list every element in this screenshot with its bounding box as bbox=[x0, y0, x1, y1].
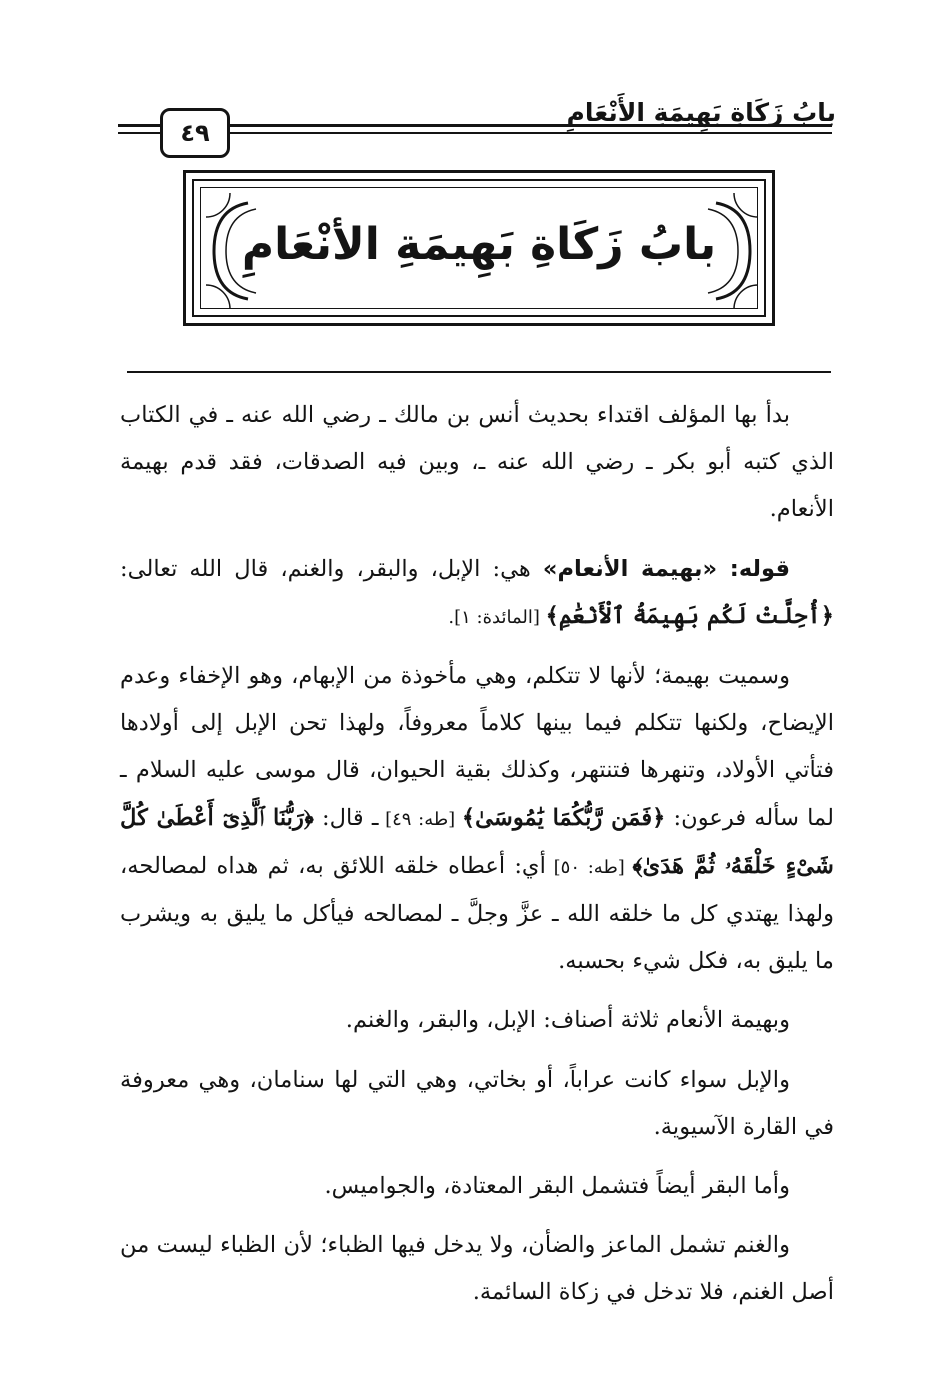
paragraph-2: قوله: «بهيمة الأنعام» هي: الإبل، والبقر، والغنم، قال الله تعالى: ﴿أُحِلَّتْ لَكُم بَهِيمَةُ ٱلْأَنْعَٰمِ﴾ [المائدة: ١]. bbox=[120, 555, 834, 629]
quran-verse: ﴿رَبُّنَا ٱلَّذِىٓ أَعْطَىٰ كُلَّ شَىْءٍ خَلْقَهُۥ ثُمَّ هَدَىٰ﴾ bbox=[120, 804, 834, 879]
body-text bbox=[120, 392, 834, 1317]
paragraph-1: بدأ بها المؤلف اقتداء بحديث أنس بن مالك ـ رضي الله عنه ـ في الكتاب الذي كتبه أبو بكر ـ رضي الله عنه ـ، وبين فيه الصدقات، فقد قدم بهيمة الأنعام. bbox=[120, 402, 834, 523]
paragraph-3: وسميت بهيمة؛ لأنها لا تتكلم، وهي مأخوذة من الإبهام، وهو الإخفاء وعدم الإيضاح، ولكنها تتكلم فيما بينها كلاماً معروفاً، ولهذا تحن الإبل إلى أولادها فتأتي الأولاد، وتنهرها فتنتهر، وكذلك بقية الحيوان، قال موسى عليه السلام ـ لما سأله فرعون: ﴿فَمَن رَّبُّكُمَا يَٰمُوسَىٰ﴾ [طه: ٤٩] ـ قال: ﴿رَبُّنَا ٱلَّذِىٓ أَعْطَىٰ كُلَّ شَىْءٍ خَلْقَهُۥ ثُمَّ هَدَىٰ﴾ [طه: ٥٠] أي: أعطاه خلقه اللائق به، ثم هداه لمصالحه، ولهذا يهتدي كل ما خلقه الله ـ عزَّ وجلَّ ـ لمصالحه فيأكل ما يليق به ويشرب ما يليق به، فكل شيء بحسبه. bbox=[120, 663, 835, 975]
header-rule-right bbox=[230, 124, 832, 127]
verse-reference: [طه: ٤٩] bbox=[378, 808, 462, 830]
chapter-title-frame bbox=[183, 170, 775, 326]
quran-verse: ﴿فَمَن رَّبُّكُمَا يَٰمُوسَىٰ﴾ bbox=[461, 804, 666, 831]
chapter-title: بابُ زَكَاةِ بَهِيمَةِ الأنْعَامِ bbox=[241, 219, 717, 270]
paragraph-5: والإبل سواء كانت عراباً، أو بخاتي، وهي التي لها سنامان، وهي معروفة في القارة الآسيوية. bbox=[120, 1066, 834, 1140]
paragraph-7: والغنم تشمل الماعز والضأن، ولا يدخل فيها الظباء؛ لأن الظباء ليست من أصل الغنم، فلا تدخل في زكاة السائمة. bbox=[120, 1232, 834, 1306]
verse-reference: [طه: ٥٠] bbox=[545, 856, 633, 878]
header-rule-left-double bbox=[118, 132, 162, 134]
divider-rule bbox=[127, 371, 831, 373]
quran-verse: ﴿أُحِلَّتْ لَكُم بَهِيمَةُ ٱلْأَنْعَٰمِ﴾ bbox=[545, 602, 834, 629]
page-number: ٤٩ bbox=[160, 108, 230, 158]
header-rule-left bbox=[118, 124, 162, 127]
verse-reference: [المائدة: ١]. bbox=[448, 606, 546, 628]
running-title: بابُ زَكَاةِ بَهِيمَةِ الأَنْعَامِ bbox=[566, 98, 836, 127]
paragraph-6: وأما البقر أيضاً فتشمل البقر المعتادة، والجواميس. bbox=[324, 1173, 790, 1200]
paragraph-4: وبهيمة الأنعام ثلاثة أصناف: الإبل، والبقر، والغنم. bbox=[345, 1007, 790, 1034]
header-rule-right-double bbox=[230, 132, 832, 134]
paragraph-2-lead: قوله: «بهيمة الأنعام» bbox=[542, 555, 790, 582]
